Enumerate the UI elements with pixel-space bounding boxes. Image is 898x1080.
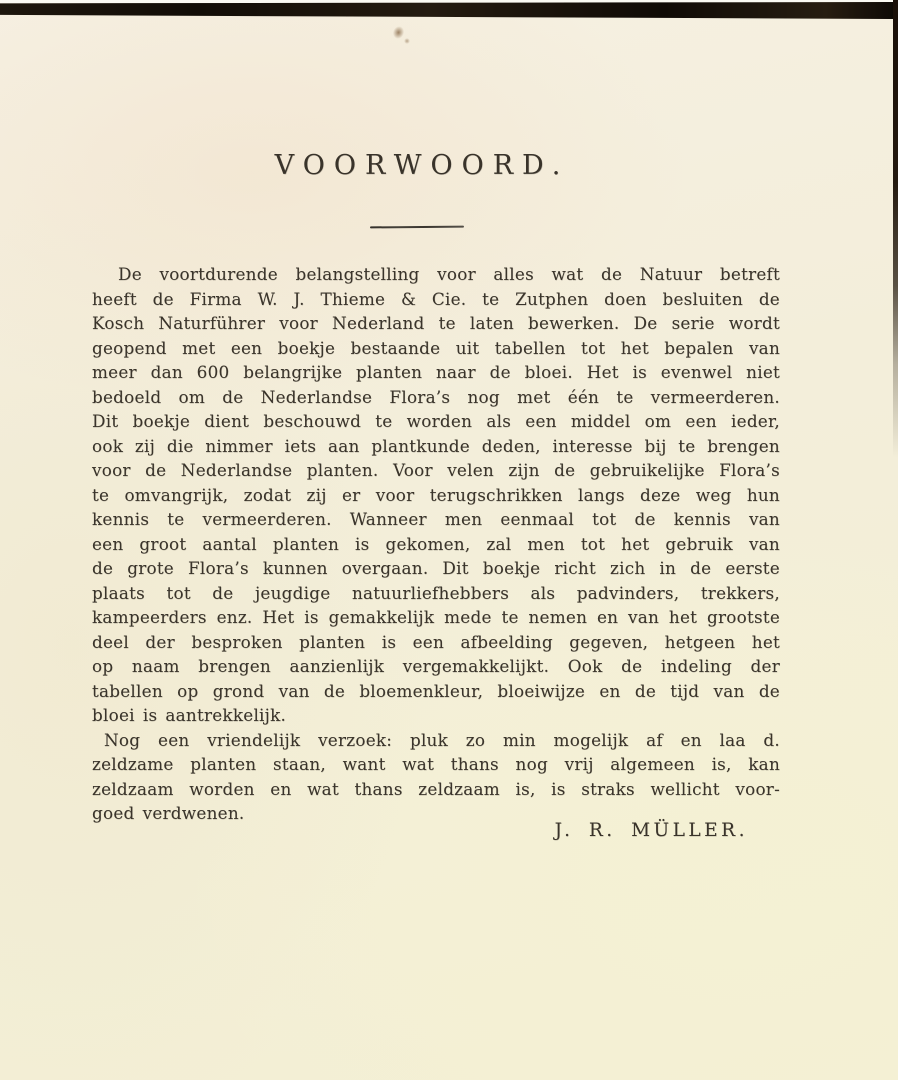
text-line: meer dan 600 belangrijke planten naar de bloei. Het is evenwel niet (92, 362, 780, 382)
text-line: deel der besproken planten is een afbeelding gegeven, hetgeen het (92, 631, 780, 652)
text-line: Kosch Naturführer voor Nederland te laten bewerken. De serie wordt (92, 313, 780, 333)
paper-speck (391, 25, 406, 41)
signature: J. R. MÜLLER. (554, 820, 748, 841)
title-divider-rule (370, 226, 464, 229)
text-line: plaats tot de jeugdige natuurliefhebbers als padvinders, trekkers, (92, 582, 780, 603)
scan-edge-right-shadow (893, 0, 898, 520)
text-line: heeft de Firma W. J. Thieme & Cie. te Zutphen doen besluiten de (92, 288, 780, 309)
text-line: ook zij die nimmer iets aan plantkunde deden, interesse bij te brengen (92, 435, 780, 456)
text-line: kampeerders enz. Het is gemakkelijk mede te nemen en van het grootste (92, 607, 780, 627)
text-line: goed verdwenen. (92, 803, 245, 823)
text-line: een groot aantal planten is gekomen, zal men tot het gebruik van (92, 533, 780, 554)
scan-edge-top-bar (0, 2, 898, 19)
text-line: bloei is aantrekkelijk. (92, 705, 287, 725)
paper-speck (404, 38, 410, 44)
text-line: te omvangrijk, zodat zij er voor terugschrikken langs deze weg hun (92, 484, 780, 505)
body-text (92, 262, 780, 826)
text-line: tabellen op grond van de bloemenkleur, bloeiwijze en de tijd van de (92, 680, 780, 701)
text-line: geopend met een boekje bestaande uit tabellen tot het bepalen van (92, 337, 780, 358)
text-line: zeldzame planten staan, want wat thans nog vrij algemeen is, kan (92, 754, 780, 774)
text-line: op naam brengen aanzienlijk vergemakkelijkt. Ook de indeling der (92, 656, 780, 676)
text-line: voor de Nederlandse planten. Voor velen zijn de gebruikelijke Flora’s (92, 460, 780, 480)
text-line: de grote Flora’s kunnen overgaan. Dit boekje richt zich in de eerste (92, 558, 780, 578)
text-line: Nog een vriendelijk verzoek: pluk zo min mogelijk af en laa d. (104, 729, 780, 750)
text-line: De voortdurende belangstelling voor alles wat de Natuur betreft (118, 264, 780, 284)
page-title: VOORWOORD. (274, 150, 570, 181)
text-line: bedoeld om de Nederlandse Flora’s nog met één te vermeerderen. (92, 386, 780, 407)
text-line: kennis te vermeerderen. Wanneer men eenmaal tot de kennis van (92, 509, 780, 529)
text-line: Dit boekje dient beschouwd te worden als een middel om een ieder, (92, 411, 780, 431)
text-line: zeldzaam worden en wat thans zeldzaam is, is straks wellicht voor- (92, 778, 780, 799)
